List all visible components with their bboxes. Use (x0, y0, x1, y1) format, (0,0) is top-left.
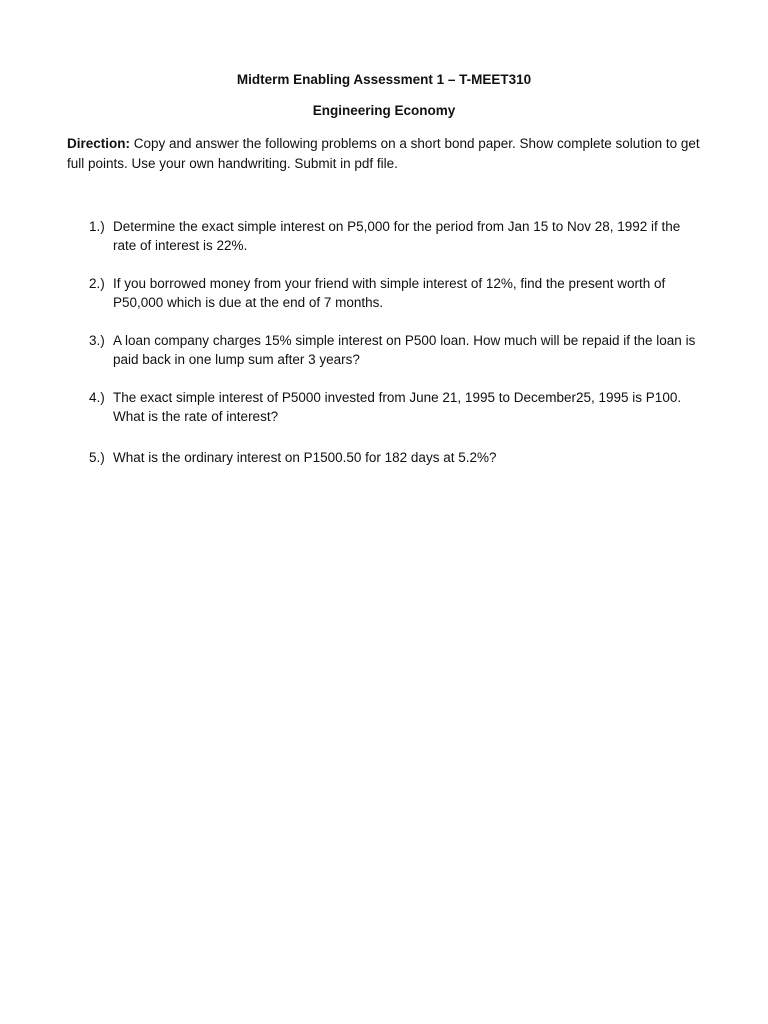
problem-text: If you borrowed money from your friend with simple interest of 12%, find the present worth of P50,000 which is due at the end of 7 months. (113, 276, 666, 310)
problem-text: What is the ordinary interest on P1500.50 for 182 days at 5.2%? (113, 450, 497, 465)
direction-label: Direction: (67, 136, 131, 151)
problem-text: Determine the exact simple interest on P5,000 for the period from Jan 15 to Nov 28, 1992 if the rate of interest is 22%. (113, 219, 681, 253)
problem-number: 4.) (89, 390, 105, 405)
problem-number: 3.) (89, 333, 105, 348)
problem-number: 1.) (89, 219, 105, 234)
problem-number: 2.) (89, 276, 105, 291)
problem-text: The exact simple interest of P5000 invested from June 21, 1995 to December25, 1995 is P100. What is the rate of interest? (113, 390, 682, 424)
direction-text: Copy and answer the following problems on a short bond paper. Show complete solution to get full points. Use your own handwriting. Submit in pdf file. (67, 136, 700, 171)
document-subtitle: Engineering Economy (312, 103, 456, 118)
direction-paragraph (67, 134, 707, 173)
problem-number: 5.) (89, 450, 105, 465)
problem-text: A loan company charges 15% simple interest on P500 loan. How much will be repaid if the loan is paid back in one lump sum after 3 years? (113, 333, 696, 367)
document-title: Midterm Enabling Assessment 1 – T-MEET310 (236, 72, 532, 87)
